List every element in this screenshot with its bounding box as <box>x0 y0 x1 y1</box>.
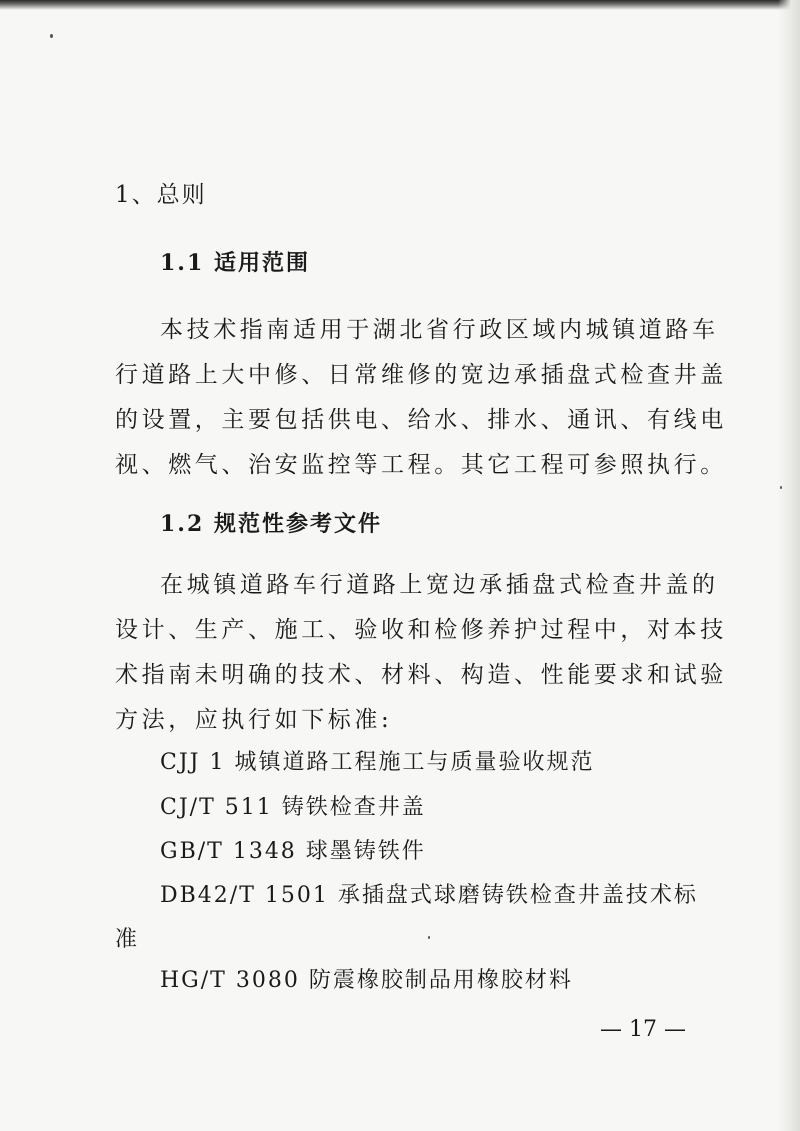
reference-item: DB42/T 1501 承插盘式球磨铸铁检查井盖技术标 <box>160 883 698 908</box>
section-heading-1-1 <box>160 246 310 277</box>
scan-edge-right <box>778 0 800 1131</box>
section-heading-1-2 <box>160 507 382 538</box>
scan-speck <box>428 936 430 939</box>
reference-item: HG/T 3080 防震橡胶制品用橡胶材料 <box>160 968 573 993</box>
reference-item: GB/T 1348 球墨铸铁件 <box>160 839 426 864</box>
reference-item-continued: 准 <box>115 927 138 952</box>
scan-edge-top <box>0 0 800 10</box>
chapter-heading: 1、总则 <box>115 182 207 208</box>
section-title: 适用范围 <box>214 250 311 276</box>
page-number: — 17 — <box>600 1017 686 1042</box>
section-number: 1.2 <box>160 511 205 537</box>
paragraph-line: 在城镇道路车行道路上宽边承插盘式检查井盖的 <box>160 572 719 598</box>
paragraph-line: 视、燃气、治安监控等工程。其它工程可参照执行。 <box>115 452 727 478</box>
paragraph-line: 方法，应执行如下标准: <box>115 707 393 733</box>
paragraph-line: 设计、生产、施工、验收和检修养护过程中，对本技 <box>115 617 727 643</box>
paragraph-line: 本技术指南适用于湖北省行政区域内城镇道路车 <box>160 317 719 343</box>
reference-item: CJJ 1 城镇道路工程施工与质量验收规范 <box>160 750 595 775</box>
reference-item: CJ/T 511 铸铁检查井盖 <box>160 795 426 820</box>
paragraph-line: 术指南未明确的技术、材料、构造、性能要求和试验 <box>115 662 727 688</box>
paragraph-line: 行道路上大中修、日常维修的宽边承插盘式检查井盖 <box>115 362 727 388</box>
scan-speck <box>780 486 782 489</box>
paragraph-line: 的设置，主要包括供电、给水、排水、通讯、有线电 <box>115 407 727 433</box>
section-title: 规范性参考文件 <box>214 511 383 537</box>
section-number: 1.1 <box>160 250 205 276</box>
scan-speck <box>50 34 53 38</box>
